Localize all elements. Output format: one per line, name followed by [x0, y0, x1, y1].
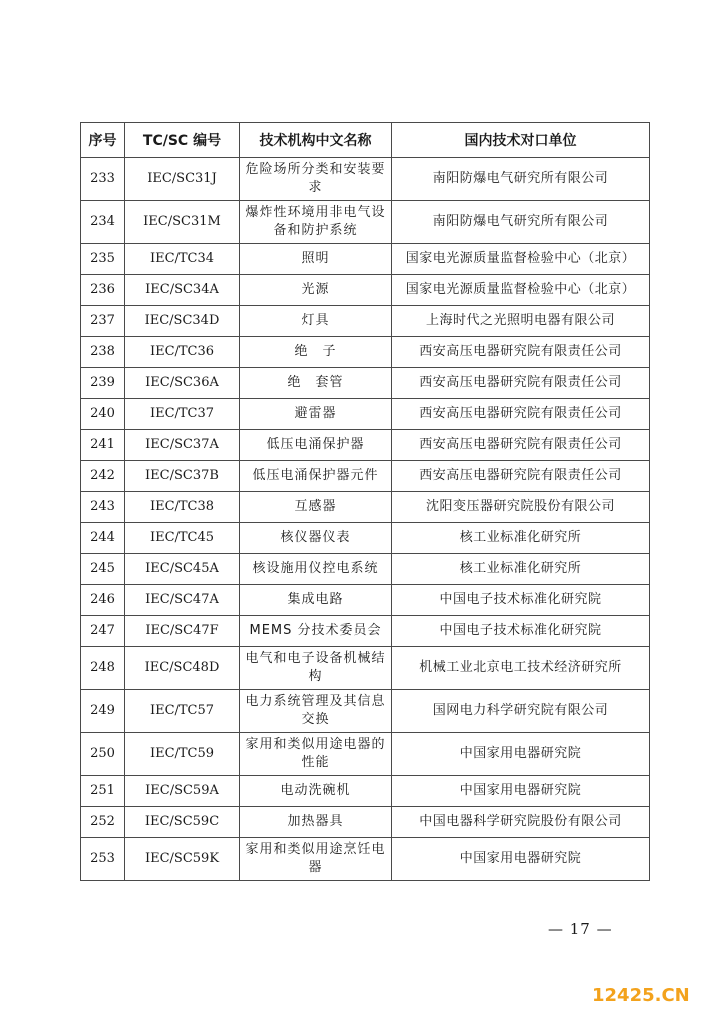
row-unit: 中国家用电器研究院: [392, 776, 650, 807]
table-row: [81, 399, 650, 430]
row-serial: 247: [81, 616, 125, 647]
row-unit: 南阳防爆电气研究所有限公司: [392, 201, 650, 244]
row-unit: 中国电器科学研究院股份有限公司: [392, 807, 650, 838]
row-name: 照明: [240, 244, 392, 275]
row-code: IEC/SC59K: [125, 838, 240, 881]
row-code: IEC/SC59C: [125, 807, 240, 838]
row-code: IEC/SC47A: [125, 585, 240, 616]
row-name: 绝 子: [240, 337, 392, 368]
row-serial: 241: [81, 430, 125, 461]
row-code: IEC/TC38: [125, 492, 240, 523]
row-unit: 西安高压电器研究院有限责任公司: [392, 430, 650, 461]
header-name: 技术机构中文名称: [240, 123, 392, 158]
committee-table: [80, 122, 650, 881]
row-code: IEC/TC34: [125, 244, 240, 275]
row-serial: 237: [81, 306, 125, 337]
row-unit: 西安高压电器研究院有限责任公司: [392, 337, 650, 368]
row-serial: 251: [81, 776, 125, 807]
table-row: [81, 306, 650, 337]
table-row: [81, 647, 650, 690]
row-unit: 西安高压电器研究院有限责任公司: [392, 399, 650, 430]
row-serial: 242: [81, 461, 125, 492]
row-name: 核设施用仪控电系统: [240, 554, 392, 585]
row-name: 电力系统管理及其信息交换: [240, 690, 392, 733]
table-row: [81, 337, 650, 368]
table-row: [81, 554, 650, 585]
header-unit: 国内技术对口单位: [392, 123, 650, 158]
row-code: IEC/SC37B: [125, 461, 240, 492]
table-row: [81, 158, 650, 201]
table-row: [81, 776, 650, 807]
row-name: MEMS 分技术委员会: [240, 616, 392, 647]
table-row: [81, 807, 650, 838]
row-unit: 西安高压电器研究院有限责任公司: [392, 461, 650, 492]
row-unit: 西安高压电器研究院有限责任公司: [392, 368, 650, 399]
row-name: 集成电路: [240, 585, 392, 616]
table-row: [81, 461, 650, 492]
row-unit: 中国电子技术标准化研究院: [392, 616, 650, 647]
row-code: IEC/SC36A: [125, 368, 240, 399]
row-serial: 244: [81, 523, 125, 554]
page-number: — 17 —: [548, 920, 613, 938]
row-code: IEC/SC48D: [125, 647, 240, 690]
table-row: [81, 616, 650, 647]
table-row: [81, 368, 650, 399]
row-name: 互感器: [240, 492, 392, 523]
row-serial: 246: [81, 585, 125, 616]
row-serial: 236: [81, 275, 125, 306]
table-row: [81, 838, 650, 881]
row-name: 加热器具: [240, 807, 392, 838]
row-code: IEC/SC34D: [125, 306, 240, 337]
row-name: 爆炸性环境用非电气设备和防护系统: [240, 201, 392, 244]
row-code: IEC/SC31M: [125, 201, 240, 244]
table-row: [81, 244, 650, 275]
table-header-row: [81, 123, 650, 158]
row-code: IEC/SC34A: [125, 275, 240, 306]
row-name: 电动洗碗机: [240, 776, 392, 807]
row-unit: 南阳防爆电气研究所有限公司: [392, 158, 650, 201]
row-unit: 国家电光源质量监督检验中心（北京）: [392, 275, 650, 306]
row-name: 光源: [240, 275, 392, 306]
row-unit: 国家电光源质量监督检验中心（北京）: [392, 244, 650, 275]
row-code: IEC/SC45A: [125, 554, 240, 585]
header-code: TC/SC 编号: [125, 123, 240, 158]
row-serial: 233: [81, 158, 125, 201]
table-body: [81, 158, 650, 881]
row-serial: 238: [81, 337, 125, 368]
row-code: IEC/TC36: [125, 337, 240, 368]
row-name: 灯具: [240, 306, 392, 337]
row-unit: 核工业标准化研究所: [392, 523, 650, 554]
row-name: 核仪器仪表: [240, 523, 392, 554]
site-watermark: 12425.CN: [592, 985, 690, 1006]
row-serial: 253: [81, 838, 125, 881]
row-name: 危险场所分类和安装要求: [240, 158, 392, 201]
table-row: [81, 430, 650, 461]
row-unit: 机械工业北京电工技术经济研究所: [392, 647, 650, 690]
row-serial: 249: [81, 690, 125, 733]
row-code: IEC/TC37: [125, 399, 240, 430]
table-row: [81, 733, 650, 776]
row-serial: 250: [81, 733, 125, 776]
row-code: IEC/SC47F: [125, 616, 240, 647]
header-serial: 序号: [81, 123, 125, 158]
row-code: IEC/TC45: [125, 523, 240, 554]
row-code: IEC/SC59A: [125, 776, 240, 807]
row-name: 电气和电子设备机械结构: [240, 647, 392, 690]
row-code: IEC/TC57: [125, 690, 240, 733]
table-row: [81, 690, 650, 733]
table-row: [81, 201, 650, 244]
row-name: 避雷器: [240, 399, 392, 430]
row-code: IEC/TC59: [125, 733, 240, 776]
row-serial: 245: [81, 554, 125, 585]
row-unit: 中国电子技术标准化研究院: [392, 585, 650, 616]
row-name: 家用和类似用途烹饪电器: [240, 838, 392, 881]
row-name: 绝 套管: [240, 368, 392, 399]
row-name: 低压电涌保护器: [240, 430, 392, 461]
table-row: [81, 492, 650, 523]
row-unit: 沈阳变压器研究院股份有限公司: [392, 492, 650, 523]
row-serial: 252: [81, 807, 125, 838]
row-serial: 235: [81, 244, 125, 275]
row-serial: 234: [81, 201, 125, 244]
row-unit: 中国家用电器研究院: [392, 838, 650, 881]
row-unit: 中国家用电器研究院: [392, 733, 650, 776]
row-serial: 243: [81, 492, 125, 523]
row-serial: 248: [81, 647, 125, 690]
row-name: 低压电涌保护器元件: [240, 461, 392, 492]
table-row: [81, 275, 650, 306]
table-row: [81, 585, 650, 616]
table-row: [81, 523, 650, 554]
row-code: IEC/SC31J: [125, 158, 240, 201]
row-code: IEC/SC37A: [125, 430, 240, 461]
row-unit: 国网电力科学研究院有限公司: [392, 690, 650, 733]
row-unit: 核工业标准化研究所: [392, 554, 650, 585]
row-name: 家用和类似用途电器的性能: [240, 733, 392, 776]
row-serial: 240: [81, 399, 125, 430]
row-unit: 上海时代之光照明电器有限公司: [392, 306, 650, 337]
row-serial: 239: [81, 368, 125, 399]
